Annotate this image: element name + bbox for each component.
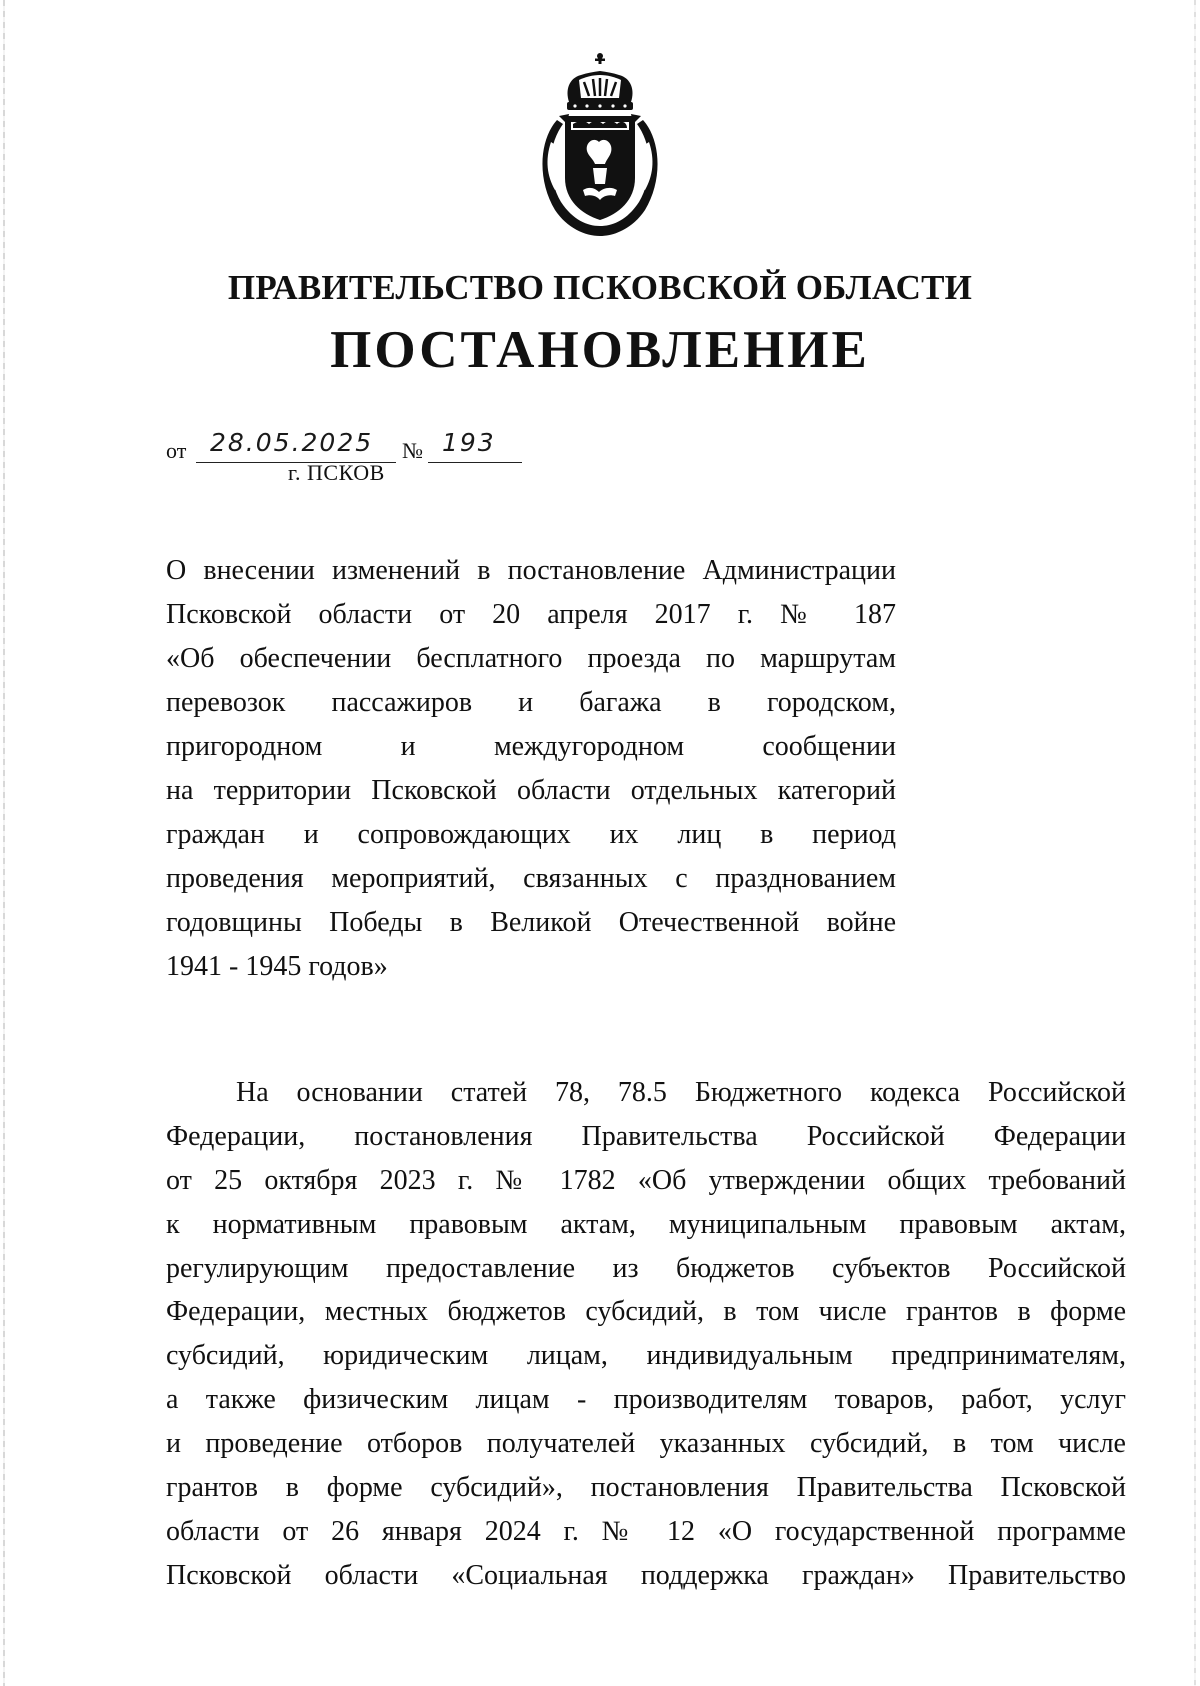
body-line: от 25 октября 2023 г. № 1782 «Об утверждении общих требований — [166, 1164, 1126, 1196]
body-line: области от 26 января 2024 г. № 12 «О государственной программе — [166, 1515, 1126, 1547]
document-type-title: ПОСТАНОВЛЕНИЕ — [330, 321, 870, 379]
subject-line: О внесении изменений в постановление Администрации — [166, 555, 896, 586]
body-line: На основании статей 78, 78.5 Бюджетного кодекса Российской — [236, 1077, 1126, 1108]
subject-line: годовщины Победы в Великой Отечественной войне — [166, 907, 896, 938]
handwritten-date: 28.05.2025 — [210, 428, 374, 457]
coat-of-arms-icon — [529, 50, 671, 238]
scan-edge-right — [1194, 0, 1196, 1686]
handwritten-number: 193 — [442, 428, 496, 457]
body-line: к нормативным правовым актам, муниципальным правовым актам, — [166, 1208, 1126, 1240]
body-line: и проведение отборов получателей указанных субсидий, в том числе — [166, 1428, 1126, 1460]
number-underline — [428, 462, 522, 463]
city-label: г. ПСКОВ — [288, 460, 385, 485]
subject-line: граждан и сопровождающих их лиц в период — [166, 819, 896, 850]
body-paragraph — [166, 1071, 1126, 1598]
body-line: грантов в форме субсидий», постановления Правительства Псковской — [166, 1472, 1126, 1504]
subject-line: пригородном и междугородном сообщении — [166, 731, 896, 762]
body-line: субсидий, юридическим лицам, индивидуальным предпринимателям, — [166, 1340, 1126, 1372]
body-line: Федерации, постановления Правительства Российской Федерации — [166, 1120, 1126, 1152]
subject-line: перевозок пассажиров и багажа в городском, — [166, 687, 896, 718]
body-line: а также физическим лицам - производителям товаров, работ, услуг — [166, 1384, 1126, 1416]
subject-line: на территории Псковской области отдельных категорий — [166, 775, 896, 806]
body-line: Федерации, местных бюджетов субсидий, в том числе грантов в форме — [166, 1296, 1126, 1328]
subject-line: проведения мероприятий, связанных с празднованием — [166, 863, 896, 894]
document-subject — [166, 549, 896, 989]
scan-edge-left — [3, 0, 5, 1686]
body-line: регулирующим предоставление из бюджетов субъектов Российской — [166, 1252, 1126, 1284]
from-label: от — [166, 438, 187, 463]
body-line: Псковской области «Социальная поддержка граждан» Правительство — [166, 1559, 1126, 1591]
subject-line: «Об обеспечении бесплатного проезда по маршрутам — [166, 643, 896, 674]
organization-title: ПРАВИТЕЛЬСТВО ПСКОВСКОЙ ОБЛАСТИ — [227, 268, 973, 307]
number-label: № — [402, 438, 423, 463]
subject-line: Псковской области от 20 апреля 2017 г. № 187 — [166, 599, 896, 630]
subject-line: 1941 - 1945 годов» — [166, 951, 388, 982]
